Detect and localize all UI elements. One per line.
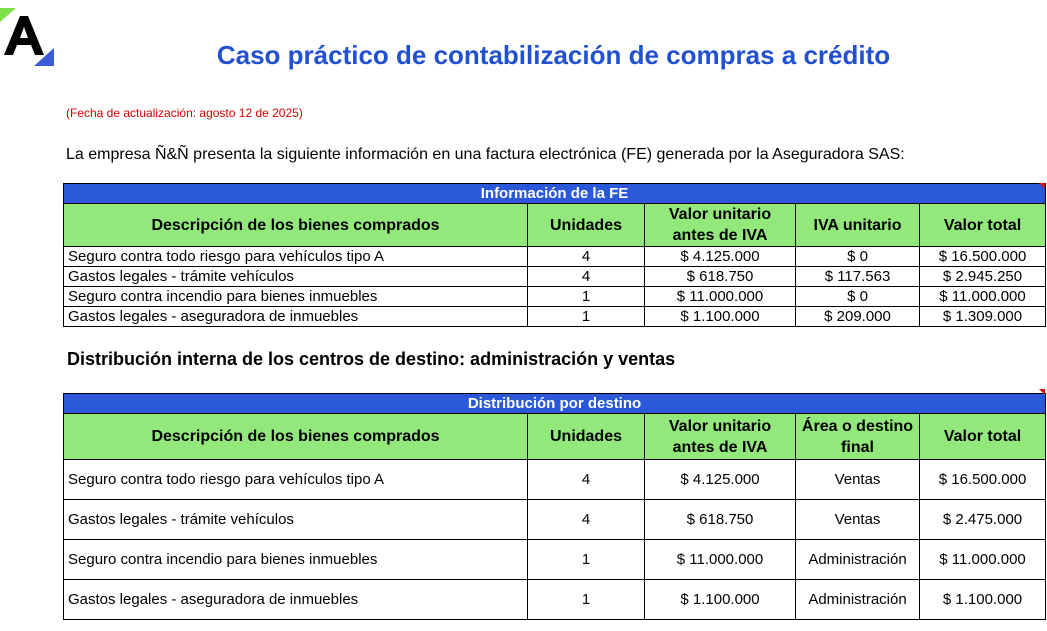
comment-marker-icon <box>1039 183 1045 189</box>
cell-units: 4 <box>528 267 645 287</box>
table-row <box>64 267 1046 287</box>
cell-destination: Administración <box>796 540 920 580</box>
update-date: (Fecha de actualización: agosto 12 de 2025) <box>66 106 303 120</box>
table-row <box>64 247 1046 267</box>
cell-unit-value: $ 11.000.000 <box>645 287 796 307</box>
cell-units: 1 <box>528 287 645 307</box>
cell-unit-value: $ 618.750 <box>645 500 796 540</box>
col-header-description: Descripción de los bienes comprados <box>64 204 528 247</box>
cell-destination: Administración <box>796 580 920 620</box>
cell-unit-vat: $ 117.563 <box>796 267 920 287</box>
cell-unit-value: $ 1.100.000 <box>645 307 796 327</box>
table-row <box>64 540 1046 580</box>
cell-units: 4 <box>528 460 645 500</box>
cell-unit-vat: $ 0 <box>796 287 920 307</box>
invoice-table-caption: Información de la FE <box>64 184 1046 204</box>
cell-description: Seguro contra incendio para bienes inmuebles <box>64 540 528 580</box>
invoice-table <box>63 183 1046 327</box>
col-header-unit-value: Valor unitario antes de IVA <box>645 204 796 247</box>
comment-marker-icon <box>1039 389 1045 395</box>
cell-units: 1 <box>528 307 645 327</box>
col-header-unit-value: Valor unitario antes de IVA <box>645 414 796 460</box>
cell-description: Seguro contra incendio para bienes inmuebles <box>64 287 528 307</box>
cell-total: $ 16.500.000 <box>920 460 1046 500</box>
cell-unit-vat: $ 0 <box>796 247 920 267</box>
table-row <box>64 307 1046 327</box>
cell-description: Gastos legales - aseguradora de inmuebles <box>64 307 528 327</box>
cell-unit-vat: $ 209.000 <box>796 307 920 327</box>
cell-unit-value: $ 4.125.000 <box>645 460 796 500</box>
col-header-total: Valor total <box>920 204 1046 247</box>
cell-total: $ 2.945.250 <box>920 267 1046 287</box>
cell-units: 4 <box>528 500 645 540</box>
col-header-destination: Área o destino final <box>796 414 920 460</box>
table-row <box>64 287 1046 307</box>
table-row <box>64 460 1046 500</box>
cell-unit-value: $ 618.750 <box>645 267 796 287</box>
cell-description: Seguro contra todo riesgo para vehículos tipo A <box>64 460 528 500</box>
cell-total: $ 16.500.000 <box>920 247 1046 267</box>
cell-units: 1 <box>528 540 645 580</box>
col-header-units: Unidades <box>528 204 645 247</box>
col-header-description: Descripción de los bienes comprados <box>64 414 528 460</box>
cell-destination: Ventas <box>796 460 920 500</box>
cell-description: Seguro contra todo riesgo para vehículos tipo A <box>64 247 528 267</box>
section-heading: Distribución interna de los centros de destino: administración y ventas <box>67 349 676 369</box>
table-row <box>64 500 1046 540</box>
page-title: Caso práctico de contabilización de compras a crédito <box>216 40 891 70</box>
cell-unit-value: $ 1.100.000 <box>645 580 796 620</box>
table-row <box>64 580 1046 620</box>
cell-destination: Ventas <box>796 500 920 540</box>
cell-description: Gastos legales - trámite vehículos <box>64 500 528 540</box>
distribution-table-caption: Distribución por destino <box>64 394 1046 414</box>
cell-total: $ 1.100.000 <box>920 580 1046 620</box>
cell-unit-value: $ 11.000.000 <box>645 540 796 580</box>
cell-units: 4 <box>528 247 645 267</box>
cell-units: 1 <box>528 580 645 620</box>
cell-total: $ 11.000.000 <box>920 540 1046 580</box>
cell-description: Gastos legales - trámite vehículos <box>64 267 528 287</box>
distribution-table <box>63 393 1046 620</box>
cell-total: $ 2.475.000 <box>920 500 1046 540</box>
col-header-units: Unidades <box>528 414 645 460</box>
cell-unit-value: $ 4.125.000 <box>645 247 796 267</box>
col-header-unit-vat: IVA unitario <box>796 204 920 247</box>
cell-total: $ 1.309.000 <box>920 307 1046 327</box>
col-header-total: Valor total <box>920 414 1046 460</box>
cell-total: $ 11.000.000 <box>920 287 1046 307</box>
intro-text: La empresa Ñ&Ñ presenta la siguiente información en una factura electrónica (FE) generada por la Aseguradora SAS: <box>66 146 905 163</box>
cell-description: Gastos legales - aseguradora de inmuebles <box>64 580 528 620</box>
